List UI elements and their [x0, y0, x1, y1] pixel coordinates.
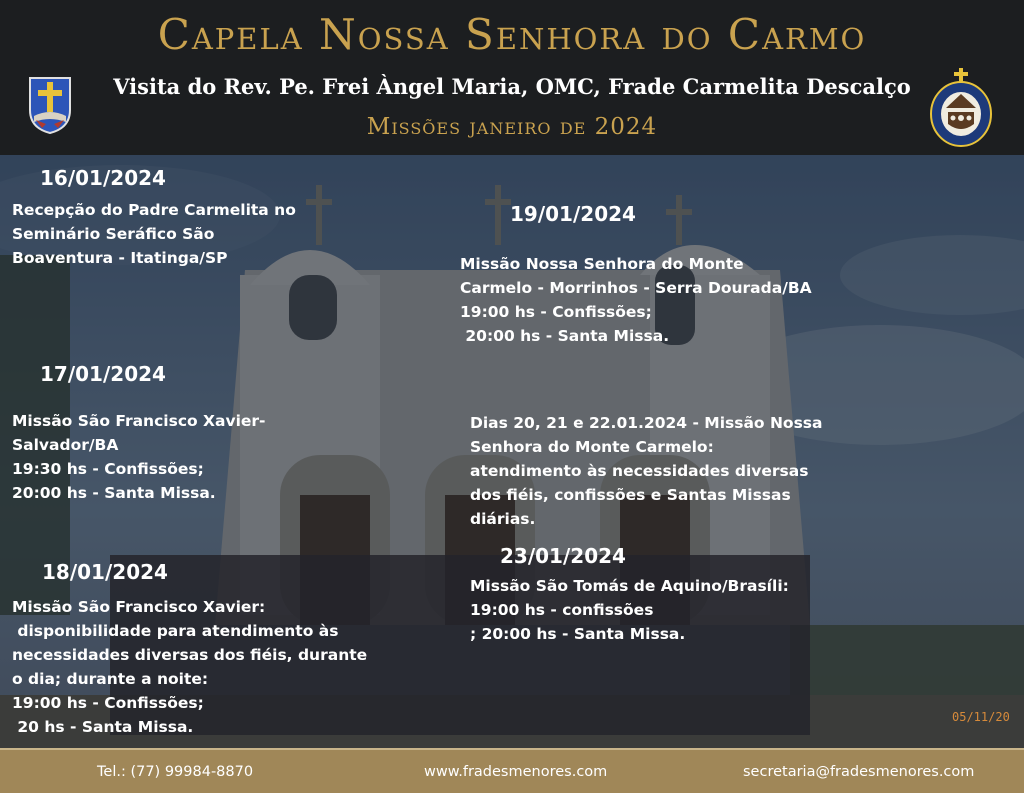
event-5-line: Senhora do Monte Carmelo: — [470, 438, 714, 456]
event-6-date: 23/01/2024 — [500, 544, 626, 568]
event-6-line: 19:00 hs - confissões — [470, 601, 654, 619]
photo-timestamp: 05/11/20 — [952, 710, 1010, 724]
email-link[interactable]: secretaria@fradesmenores.com — [743, 764, 975, 780]
event-2-line: 19:30 hs - Confissões; — [12, 460, 204, 478]
event-4-line: Carmelo - Morrinhos - Serra Dourada/BA — [460, 279, 812, 297]
event-1-line: Seminário Seráfico São — [12, 225, 215, 243]
event-4-line: Missão Nossa Senhora do Monte — [460, 255, 744, 273]
event-5-line: dos fiéis, confissões e Santas Missas — [470, 486, 791, 504]
event-4-date: 19/01/2024 — [510, 202, 636, 226]
event-1-date: 16/01/2024 — [40, 166, 166, 190]
event-2-line: 20:00 hs - Santa Missa. — [12, 484, 216, 502]
page-title: Capela Nossa Senhora do Carmo — [157, 10, 867, 59]
event-4-line: 19:00 hs - Confissões; — [460, 303, 652, 321]
event-6-line: ; 20:00 hs - Santa Missa. — [470, 625, 686, 643]
website-link[interactable]: www.fradesmenores.com — [424, 764, 608, 780]
event-3-description — [12, 595, 367, 739]
event-2-description — [12, 409, 265, 505]
event-3-line: 19:00 hs - Confissões; — [12, 694, 204, 712]
carmelite-emblem-icon — [928, 68, 994, 148]
event-4-line: 20:00 hs - Santa Missa. — [460, 327, 670, 345]
event-6-line: Missão São Tomás de Aquino/Brasíli: — [470, 577, 789, 595]
event-1-description — [12, 198, 296, 270]
event-2-line: Salvador/BA — [12, 436, 119, 454]
event-3-date: 18/01/2024 — [42, 560, 168, 584]
event-5-line: Dias 20, 21 e 22.01.2024 - Missão Nossa — [470, 414, 823, 432]
event-1-line: Recepção do Padre Carmelita no — [12, 201, 296, 219]
event-3-line: necessidades diversas dos fiéis, durante — [12, 646, 368, 664]
event-4-description — [460, 252, 812, 348]
event-3-line: o dia; durante a noite: — [12, 670, 209, 688]
event-3-line: Missão São Francisco Xavier: — [12, 598, 266, 616]
event-1-line: Boaventura - Itatinga/SP — [12, 249, 228, 267]
event-5-line: diárias. — [470, 510, 536, 528]
event-2-date: 17/01/2024 — [40, 362, 166, 386]
footer — [0, 748, 1024, 793]
event-3-line: 20 hs - Santa Missa. — [12, 718, 194, 736]
event-5-description — [470, 411, 823, 531]
phone-number: Tel.: (77) 99984-8870 — [97, 764, 254, 780]
missions-period: Missões janeiro de 2024 — [366, 114, 658, 140]
event-6-description — [470, 574, 789, 646]
page-subtitle: Visita do Rev. Pe. Frei Àngel Maria, OMC, Frade Carmelita Descalço — [113, 74, 911, 99]
event-5-line: atendimento às necessidades diversas — [470, 462, 809, 480]
event-3-line: disponibilidade para atendimento às — [12, 622, 339, 640]
event-2-line: Missão São Francisco Xavier- — [12, 412, 266, 430]
header — [0, 0, 1024, 155]
